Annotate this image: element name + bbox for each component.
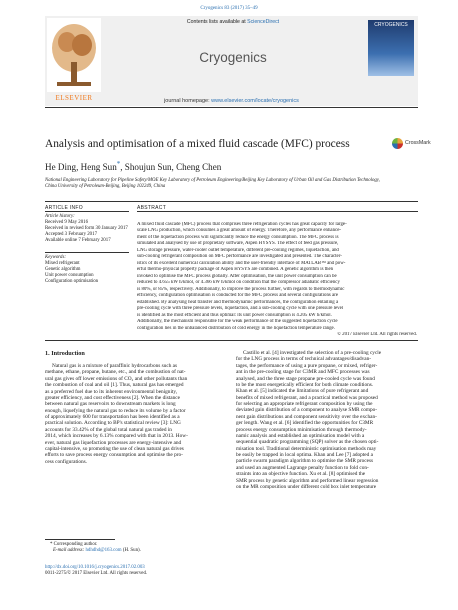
sciencedirect-link[interactable]: ScienceDirect: [247, 19, 280, 25]
body-line: sequential quadratic programming (SQP) solver as the chosen opti-: [236, 439, 379, 446]
email-note: [45, 548, 227, 554]
body-line: tages, the performance of using a pure propane, or mixed, refriger-: [236, 362, 378, 369]
body-line: ever, natural gas liquefaction processes are energy-intensive and: [45, 439, 182, 446]
body-line: straints into an objective function. Xu et al. [8] optimised the: [236, 471, 366, 478]
article-history: [45, 214, 135, 244]
body-line: namic analysis and established an optimisation model with a: [236, 432, 365, 439]
body-line: ger length. Wang et al. [6] identified the opportunities for C3MR: [236, 420, 374, 427]
keyword: Mixed refrigerant: [45, 261, 80, 267]
history-item: Accepted 3 February 2017: [45, 232, 98, 238]
body-line: on the MR composition under different cold box inlet temperature: [236, 483, 377, 490]
abstract-line: is 80%, or 85%, respectively. Additionally, to improve the process further, with regards to thermodynamic: [137, 286, 345, 292]
header-rule: [45, 107, 418, 108]
body-line: for the LNG process in terms of technical advantages/disadvan-: [236, 356, 372, 363]
abstract-line: ment of the liquefaction process will significantly reduce the energy consumption. The MFC process is: [137, 234, 339, 240]
abstract-line: pre-cooling cycle with three pressure levels, liquefaction, and a sub-cooling cycle with one pressure level: [137, 306, 344, 312]
abstract-line: configuration lies in the unbalanced distribution of cold energy in the liquefaction temperature range.: [137, 325, 335, 331]
abstract-body: [137, 222, 417, 339]
keywords-block: [45, 255, 135, 285]
article-info-heading: ARTICLE INFO: [45, 205, 83, 211]
history-item: Available online 7 February 2017: [45, 238, 111, 244]
journal-title: Cryogenics: [199, 50, 267, 65]
intro-right-column: [236, 350, 419, 490]
body-line: particle swarm paradigm algorithm to optimise the SMR process: [236, 458, 374, 465]
email-suffix: (H. Sun).: [122, 548, 141, 554]
body-line: process energy consumption minimisation through thermody-: [236, 426, 367, 433]
footnote-block: [45, 542, 227, 554]
body-line: analysed, and the three stage propane pre-cooled cycle was found: [236, 375, 375, 382]
copyright-line: © 2017 Elsevier Ltd. All rights reserved.: [337, 332, 417, 338]
body-line: for selecting an appropriate refrigerant composition by using the: [236, 401, 373, 407]
doi-link[interactable]: http://dx.doi.org/10.1016/j.cryogenics.2017.02.003: [45, 565, 145, 570]
crossmark-icon: [392, 138, 403, 149]
author-name[interactable]: He Ding: [45, 162, 77, 173]
abstract-rule: [137, 211, 418, 212]
corresponding-author-mark[interactable]: *: [116, 160, 121, 168]
corresponding-author-note: * Corresponding author.: [50, 542, 98, 547]
section-heading-introduction: 1. Introduction: [45, 350, 85, 357]
abstract-line: LNG storage pressure, water-cooler outlet temperature, different pre-cooling regimes, liquefaction, and: [137, 247, 339, 253]
homepage-link[interactable]: www.elsevier.com/locate/cryogenics: [211, 98, 299, 104]
keyword: Genetic algorithm: [45, 267, 81, 273]
homepage-line: [45, 98, 418, 104]
abstract-bottom-rule: [45, 340, 418, 341]
history-label: Article history:: [45, 214, 75, 219]
body-line: practical solution. According to BP's statistical review [3]: LNG: [45, 420, 181, 427]
body-line: Castillo et al. [4] investigated the selection of a pre-cooling cycle: [243, 350, 382, 356]
paper-title: Analysis and optimisation of a mixed fluid cascade (MFC) process: [45, 138, 350, 150]
contents-prefix: Contents lists available at: [186, 19, 248, 25]
publisher-name: ELSEVIER: [55, 94, 93, 102]
abstract-line: istics of its excellent numerical calculation ability and the user-friendly interface of MATLAB™ and pow-: [137, 260, 346, 266]
body-line: of approximately 600 for transportation has been identified as a: [45, 414, 180, 420]
affiliation-line: China University of Petroleum-Beijing, Beijing 102249, China: [45, 184, 166, 190]
abstract-heading: ABSTRACT: [137, 205, 167, 211]
body-line: efforts to save process energy consumption and optimise the pro-: [45, 452, 183, 459]
abstract-line: simulated and analysed by use of proprietary software, Aspen HYSYS. The effect of feed gas pressure,: [137, 241, 339, 247]
abstract-line: sub-cooling refrigerant composition on MFC performance are investigated and presented. The character-: [137, 254, 342, 260]
publication-info: [45, 565, 265, 577]
body-line: accounts for 33.42% of the global total natural gas traded in: [45, 426, 172, 433]
body-line: between natural gas reservoirs to downstream markets is long: [45, 401, 176, 408]
abstract-line: scale LNG production, which consumes a great amount of energy. Therefore, any performance enhance-: [137, 228, 342, 234]
history-item: Received 9 May 2016: [45, 220, 89, 226]
homepage-prefix: journal homepage:: [164, 98, 212, 104]
email-label: E-mail address:: [53, 548, 85, 554]
abstract-line: reduced to 4.655 kW h/kmol, or 4.366 kW h/kmol on condition that the compressor adiabatic efficiency: [137, 280, 340, 286]
journal-cover-title: CRYOGENICS: [374, 22, 408, 28]
body-line: as a preferred fuel due to its inherent environmental benignity,: [45, 388, 178, 395]
contents-line: [103, 19, 363, 25]
abstract-line: erful thermo-physical property package of Aspen HYSYS are combined. A genetic algorithm is then: [137, 267, 334, 273]
affiliation-line: National Engineering Laboratory for Pipeline Safety/MOE Key Laboratory of Petroleum Engineering/Beijing Key Laboratory of Urban Oil and Gas Distribution Technology,: [45, 178, 380, 183]
body-line: cess configurations.: [45, 458, 88, 465]
body-line: deviated gain distribution of a component to analyse SMR compo-: [236, 407, 378, 414]
abstract-line: Additionally, the mechanism responsible for the weak performance of the suggested liquefaction cycle: [137, 319, 338, 325]
email-link[interactable]: hdhdhd@163.com: [85, 548, 122, 554]
body-line: 2014, which increases by 6.13% compared with that in 2013. How-: [45, 433, 188, 440]
intro-left-column: [45, 363, 227, 465]
keyword: Configuration optimisation: [45, 279, 99, 285]
body-line: capital-intensive, so promoting the use of clean natural gas drives: [45, 445, 184, 452]
author-name[interactable]: Shoujun Sun: [124, 162, 172, 173]
body-line: SMR process by genetic algorithm and performed linear regression: [236, 477, 379, 484]
body-line: greater efficiency, and cost effectiveness [2]. When the distance: [45, 394, 180, 401]
crossmark-button[interactable]: [392, 137, 431, 153]
body-line: ural gas gives off lower emissions of CO₂ and other pollutants than: [45, 375, 188, 382]
article-info-rule: [45, 211, 129, 212]
abstract-line: efficiency, configuration optimisation is conducted for the MFC process and several configurations are: [137, 293, 338, 299]
affiliation-rule: [45, 201, 418, 202]
body-line: be easily be trapped in local optima. Khan and Lee [7] adopted a: [236, 452, 373, 458]
body-line: ant in the pre-cooling stage for C3MR and MFC processes was: [236, 369, 370, 376]
issn-line: 0011-2275/© 2017 Elsevier Ltd. All rights reserved.: [45, 571, 148, 577]
author-name[interactable]: Cheng Chen: [176, 162, 222, 173]
abstract-line: invoked to optimise the MFC process globally. After optimisation, the unit power consumption can be: [137, 273, 337, 279]
journal-cover-image: [368, 20, 414, 76]
abstract-line: A mixed fluid cascade (MFC) process that comprises three refrigeration cycles has great capacity for large-: [137, 222, 347, 227]
body-line: enough, liquefying the natural gas to reduce its volume by a factor: [45, 407, 186, 414]
author-list: He Ding, Heng Sun*, Shoujun Sun, Cheng Chen: [45, 160, 222, 173]
body-line: the combustion of coal and oil [1]. Thus, natural gas has emerged: [45, 382, 184, 389]
body-line: nent gain distributions and component sensitivity over the exchan-: [236, 413, 377, 420]
body-line: benefits of mixed refrigerant, and a practical method was proposed: [236, 394, 378, 401]
keywords-label: Keywords:: [45, 255, 67, 260]
history-item: Received in revised form 30 January 2017: [45, 226, 128, 232]
footnote-rule: [45, 539, 115, 540]
body-line: misation tool. Traditional deterministic optimisation methods may: [236, 445, 377, 452]
elsevier-tree-logo: [47, 18, 101, 98]
body-line: and used an augmented Lagrange penalty function to fold con-: [236, 464, 369, 471]
body-line: Natural gas is a mixture of paraffinic hydrocarbons such as: [52, 363, 178, 369]
author-name[interactable]: Heng Sun: [80, 162, 117, 173]
keyword: Unit power consumption: [45, 273, 94, 279]
body-line: methane, ethane, propane, butane, etc., and the combustion of nat-: [45, 369, 186, 376]
journal-reference[interactable]: Cryogenics 83 (2017) 35–49: [200, 6, 258, 11]
abstract-line: is identified as the most efficient and thus optimal: its unit power consumption is 4.205 kW h/kmol.: [137, 312, 332, 318]
crossmark-label: CrossMark: [405, 140, 431, 146]
keywords-rule: [45, 252, 129, 253]
abstract-line: established. By analysing heat transfer and thermodynamic performances, the configuration entailing a: [137, 299, 339, 305]
body-line: Khan et al. [5] indicated the limitations of pure refrigerant and: [236, 388, 369, 395]
body-line: to be the most energetically efficient for both climate conditions.: [236, 381, 374, 388]
affiliation: [45, 178, 405, 191]
